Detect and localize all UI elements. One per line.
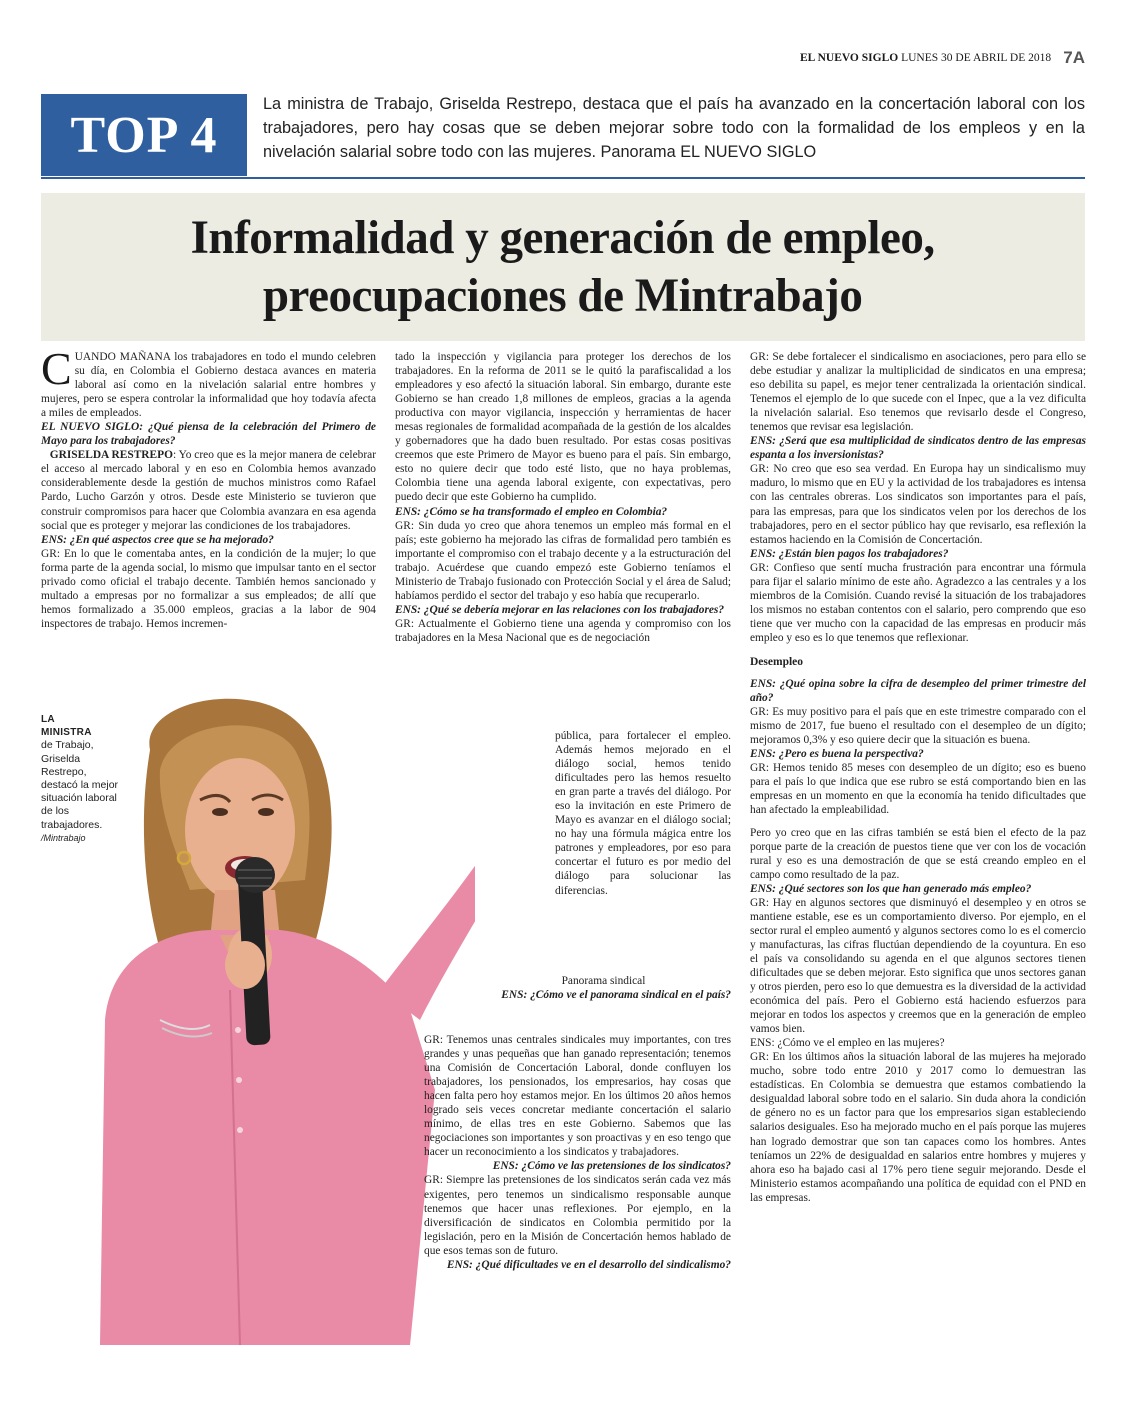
section-tag: TOP 4 — [70, 106, 218, 164]
article-column-1 — [41, 343, 376, 631]
answer: GR: Es muy positivo para el país que en este trimestre comparado con el mismo de 2017, fue bueno el resultado con el desempleo de un dígito; mejoramos 0,3% y eso quiere decir que la situación es buena. — [750, 706, 1086, 747]
answer: GR: Se debe fortalecer el sindicalismo en asociaciones, pero para ello se debe estudiar y analizar la multiplicidad de sindicatos en una empresa; eso debilita su papel, es mejor tener centralizada la orientación sindical. Tenemos el ejemplo de lo que sucede con el Inpec, que a la vez dificulta la nivelación salarial. Eso tenemos que revisarlo desde el Congreso, tenemos que revisar esa legislación. — [750, 351, 1086, 434]
answer: GR: Hay en algunos sectores que disminuyó el desempleo y en otros se mantiene estable, ese es un comportamiento diverso. Por ejemplo, en el sector rural el empleo aumentó y algunos sectores como lo es el comercio y manufacturas, las cifras fluctúan dependiendo de la coyuntura. En eso el país va consolidando su agenda en el que algunos sectores tienen dificultades que se deben mejorar. Esto significa que unos sectores ganan y otros pierden, pero eso lo que demuestra es la diversidad de la actividad económica del país. Pero el Gobierno está haciendo esfuerzos para mejorar en todos los aspectos y creemos que en la generación de empleo vamos bien. — [750, 896, 1086, 1036]
answer: GR: Siempre las pretensiones de los sindicatos serán cada vez más exigentes, pero tenemos un sindicalismo responsable aunque tenemos que hacer unas reflexiones. Por ejemplo, en la diversificación de sindicatos en Colombia permitido por la legislación, pero en la Misión de Concertación hemos hablado de que esos temas son de futuro. — [424, 1174, 731, 1257]
headline — [191, 209, 935, 325]
question: ENS: ¿Qué sectores son los que han generado más empleo? — [750, 882, 1032, 895]
answer: GR: Tenemos unas centrales sindicales muy importantes, con tres grandes y unas pequeñas que han ganado representación; tenemos una Comisión de Concertación Laboral, donde confluyen los trabajadores, los pensionados, los empresarios, hay cosas que hacen falta pero hoy estamos mejor. En los últimos 20 años hemos logrado seis veces concretar mediante concertación el salario mínimo, de ellas tres en este Gobierno. Sabemos que las negociaciones son importantes y son proactivas y en eso tengo que hacer un reconocimiento a los sindicatos y trabajadores. — [424, 1034, 731, 1159]
paragraph: tado la inspección y vigilancia para proteger los derechos de los trabajadores. En la reforma de 2011 se le quitó la parafiscalidad a los empleadores y eso afectó la situación laboral. Sin embargo, durante este Gobierno se han creado 1,8 millones de empleos, gracias a la agenda productiva con mayor vigilancia, inspección y herramientas de hacer mesas regionales de formalidad acompañada de la gestión de los alcaldes y gobernadores que ha dado buen resultado. Por estas cosas positivas creemos que este Primero de Mayor es bueno para el país. Sin embargo, esto no quiere decir que todo esté listo, que no haya problemas, Colombia tiene una agenda laboral exigente, con expectativas, pero puedo decir que este Gobierno ha cumplido. — [395, 351, 731, 504]
article-column-2-bottom — [424, 1033, 731, 1272]
question-plain: ENS: ¿Cómo ve el empleo en las mujeres? — [750, 1037, 945, 1050]
answer: GR: Actualmente el Gobierno tiene una agenda y compromiso con los trabajadores en la Mesa Nacional que es de negociación — [395, 617, 731, 644]
question: ENS: ¿Qué opina sobre la cifra de desempleo del primer trimestre del año? — [750, 678, 1086, 705]
question: ENS: ¿Será que esa multiplicidad de sindicatos dentro de las empresas espanta a los inversionistas? — [750, 435, 1086, 462]
headline-line-2: preocupaciones de Mintrabajo — [263, 269, 863, 322]
masthead-paper: EL NUEVO SIGLO — [800, 52, 899, 64]
headline-box — [41, 193, 1085, 341]
section-tag-box — [41, 94, 247, 176]
question: ENS: ¿Pero es buena la perspectiva? — [750, 748, 924, 761]
question: ENS: ¿Cómo ve el panorama sindical en el país? — [501, 989, 731, 1002]
caption-credit: /Mintrabajo — [41, 832, 86, 843]
masthead-date: LUNES 30 DE ABRIL DE 2018 — [901, 52, 1052, 64]
masthead — [800, 48, 1085, 74]
answer: GR: No creo que eso sea verdad. En Europa hay un sindicalismo muy maduro, lo mismo que en EU y la actividad de los trabajadores es intensa con las centrales obreras. Los sindicatos son importantes para el país, para las empresas, para que los sindicatos velen por los derechos de los trabajadores, pero en el sector público hay que revisarlo, esa reflexión la estamos haciendo en la Comisión de Concertación. — [750, 463, 1086, 546]
answer: GR: En los últimos años la situación laboral de las mujeres ha mejorado mucho, sobre todo entre 2010 y 2017 como lo demuestran las estadísticas. En Colombia se demuestra que estamos combatiendo la desigualdad laboral sobre todo en el salario. Sin duda ahora la condición de género no es un factor para que los empresarios sigan estableciendo salarios desiguales. Eso ha mejorado mucho en el país porque las mujeres han logrado demostrar que son tan capaces como los hombres. Antes teníamos un 22% de desigualdad en salarios entre hombres y mujeres y ahora eso ha bajado casi al 17% pero tiene seguir mejorando. Desde el Ministerio estamos acompañando una política de equidad con el PND en las empresas. — [750, 1051, 1086, 1204]
drop-cap: C — [41, 343, 72, 394]
paragraph: Pero yo creo que en las cifras también se está bien el efecto de la paz porque parte de la creación de puestos tiene que ver con los de vocación rural y eso es una demostración de que se está creando empleo en el campo como resultado de la paz. — [750, 826, 1086, 881]
article-column-2-lower — [476, 974, 731, 1002]
answer: GR: Sin duda yo creo que ahora tenemos un empleo más formal en el país; este gobierno ha mejorado las cifras de formalidad pero también es importante el compromiso con el trabajo decente y a la estructuración del trabajo. Acuérdese que cuando empezó este Gobierno teníamos el Ministerio de Trabajo fusionado con Protección Social y el área de Salud; habíamos perdido el sector del trabajo y eso había que recuperarlo. — [395, 519, 731, 602]
headline-line-1: Informalidad y generación de empleo, — [190, 211, 936, 264]
caption-body: de Trabajo, Griselda Restrepo, destacó la mejor situación laboral de los trabajadores. — [41, 739, 119, 831]
question: EL NUEVO SIGLO: ¿Qué piensa de la celebración del Primero de Mayo para los trabajadores? — [41, 421, 376, 448]
page-number: 7A — [1063, 48, 1085, 67]
question: ENS: ¿Están bien pagos los trabajadores? — [750, 547, 949, 560]
divider-line — [41, 177, 1085, 179]
photo-caption — [41, 713, 121, 845]
subheading: Desempleo — [750, 655, 804, 668]
article-column-2 — [395, 350, 731, 645]
minister-photo-illustration — [80, 690, 475, 1345]
question: ENS: ¿Cómo se ha transformado el empleo en Colombia? — [395, 505, 668, 518]
caption-head-2: MINISTRA — [41, 727, 92, 739]
subheading: Panorama sindical — [561, 975, 646, 987]
question: ENS: ¿Qué se debería mejorar en las relaciones con los trabajadores? — [395, 603, 725, 616]
question: ENS: ¿Cómo ve las pretensiones de los sindicatos? — [492, 1160, 731, 1173]
question: ENS: ¿Qué dificultades ve en el desarrollo del sindicalismo? — [446, 1258, 731, 1271]
lead-paragraph: La ministra de Trabajo, Griselda Restrepo, destaca que el país ha avanzado en la concertación laboral con los trabajadores, pero hay cosas que se deben mejorar sobre todo con la formalidad de los empleos y en la nivelación salarial sobre todo con las mujeres. Panorama EL NUEVO SIGLO — [263, 95, 1085, 161]
article-column-3 — [750, 350, 1086, 1205]
caption-head-1: LA — [41, 714, 55, 725]
answer: GR: Hemos tenido 85 meses con desempleo de un dígito; eso es bueno para el país lo que indica que ese rubro se está comportando bien en las empresas en un momento en que la economía ha tenido dificultades que han afectado la empleabilidad. — [750, 762, 1086, 817]
minister-photo — [80, 690, 475, 1345]
question: ENS: ¿En qué aspectos cree que se ha mejorado? — [41, 533, 274, 546]
intro-paragraph: CUANDO MAÑANA los trabajadores en todo el mundo celebren su día, en Colombia el Gobierno destaca avances en materia laboral así como en la nivelación salarial entre hombres y mujeres, pero se espera controlar la informalidad que hoy todavía afecta a miles de empleados. — [41, 343, 376, 420]
answer: GR: En lo que le comentaba antes, en la condición de la mujer; lo que forma parte de la agenda social, lo mismo que impulsar tanto en el sector privado como oficial el trabajo decente. También hemos sancionado y multado a empresas por no formalizar a sus empleados; de allí que hemos formalizado a 35.000 empleos, gracias a la labor de 904 inspectores de trabajo. Hemos incremen- — [41, 547, 376, 630]
answer-label: GRISELDA RESTREPO — [49, 449, 173, 462]
answer: GR: Confieso que sentí mucha frustración para encontrar una fórmula para fijar el salario mínimo de este año. Agradezco a las centrales y a los miembros de la Comisión. Cuando revisé la situación de los trabajadores los mismos no estaban contentos con el salario, pero comprendo que eso tiene que ver mucho con la capacidad de las empresas en producir más empleo y eso es lo que tenemos que reflexionar. — [750, 561, 1086, 644]
answer-wrapped: pública, para fortalecer el empleo. Además hemos mejorado en el diálogo social, hemos tenido dificultades pero las hemos resuelto en gran parte a través del diálogo. Por eso la invitación en este Primero de Mayo es avanzar en el diálogo social; no hay una fórmula mágica entre los patrones y empleadores, por eso para concertar el futuro es por medio del diálogo para solucionar las diferencias. — [555, 730, 731, 897]
answer: GRISELDA RESTREPO: Yo creo que es la mejor manera de celebrar el acceso al mercado laboral y en eso en Colombia hemos avanzado considerablemente desde la gestión de muchos ministros como Rafael Pardo, Lucho Garzón y otros. Desde este Ministerio se tuvieron que construir compromisos para hacer que Colombia avanzara en esa agenda social que es proteger y mejorar las condiciones de los trabajadores. — [41, 449, 376, 532]
